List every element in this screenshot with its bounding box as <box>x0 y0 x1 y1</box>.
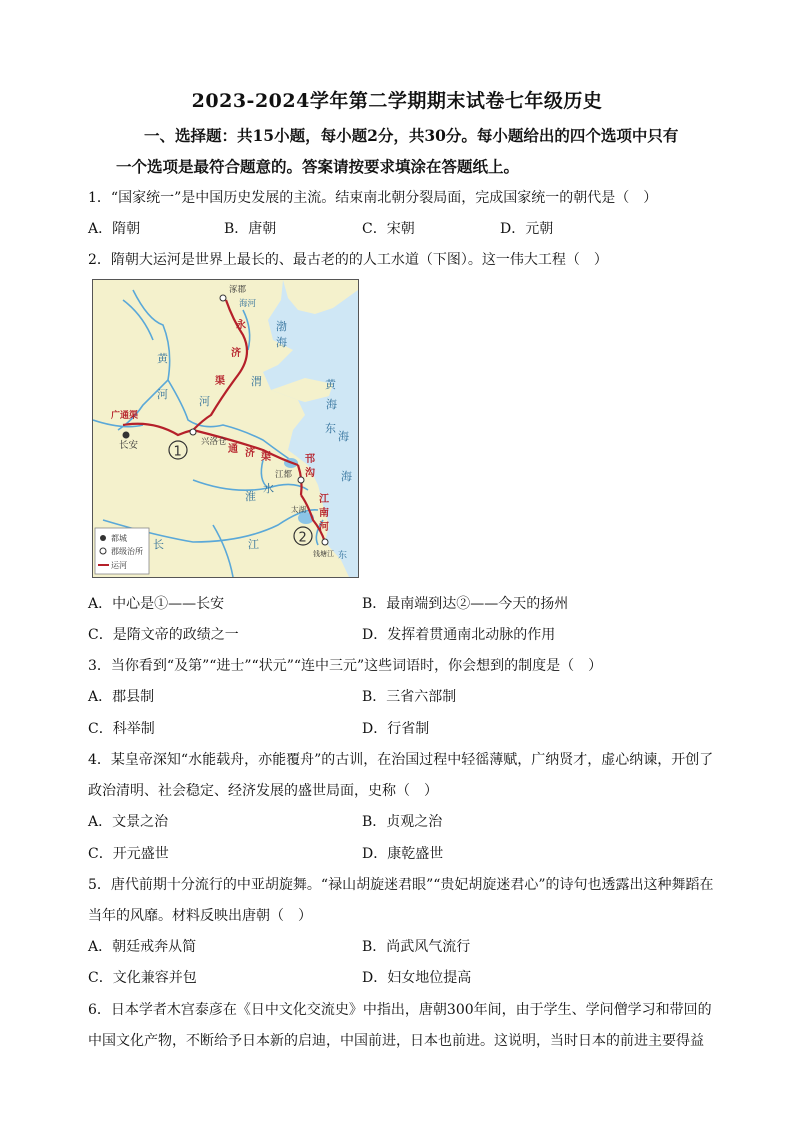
question-5-stem-line2: 当年的风靡。材料反映出唐朝（ ） <box>88 908 312 924</box>
label-yongji-3: 渠 <box>215 376 225 387</box>
label-huaishui-2: 水 <box>263 482 274 495</box>
label-huanghe-1: 黄 <box>157 352 168 365</box>
label-jiangnan-3: 河 <box>319 522 329 533</box>
q2-option-d: D．发挥着贯通南北动脉的作用 <box>362 627 556 643</box>
q2-option-a: A．中心是①——长安 <box>88 596 225 612</box>
q5-option-a: A．朝廷戒奔从简 <box>88 939 197 955</box>
legend-county: 郡级治所 <box>111 547 143 556</box>
label-bohai-2: 海 <box>276 336 287 349</box>
q1-option-d: D．元朝 <box>500 221 554 237</box>
label-haihe: 海河 <box>239 299 257 309</box>
q1-option-b: B．唐朝 <box>224 221 277 237</box>
q5-option-d: D．妇女地位提高 <box>362 970 472 986</box>
question-6-stem-line2: 中国文化产物，不断给予日本新的启迪，中国前进，日本也前进。这说明，当时日本的前进主要得益 <box>88 1033 704 1049</box>
question-3-stem: 3．当你看到“及第”“进士”“状元”“连中三元”这些词语时，你会想到的制度是（ ） <box>88 658 603 674</box>
page-title: 2023-2024学年第二学期期末试卷七年级历史 <box>191 90 603 112</box>
legend-capital: 都城 <box>111 534 127 543</box>
q3-option-c: C．科举制 <box>88 721 155 737</box>
label-tongji-2: 济 <box>245 448 255 459</box>
q2-option-b: B．最南端到达②——今天的扬州 <box>362 596 569 612</box>
circle-label-1: 1 <box>173 444 182 460</box>
xingluocang-marker <box>190 429 196 435</box>
question-4-stem-line2: 政治清明、社会稳定、经济发展的盛世局面，史称（ ） <box>88 783 438 799</box>
label-taihu: 太湖 <box>291 505 306 514</box>
label-weihe-2: 河 <box>199 395 210 408</box>
question-2-stem: 2．隋朝大运河是世界上最长的、最古老的的人工水道（下图）。这一伟大工程（ ） <box>88 252 608 268</box>
label-jiangnan-2: 南 <box>319 508 329 519</box>
q3-option-a: A．郡县制 <box>88 689 155 705</box>
q2-option-c: C．是隋文帝的政绩之一 <box>88 627 239 643</box>
label-yongji-2: 济 <box>231 348 241 359</box>
label-tongji-1: 通 <box>228 444 238 455</box>
q1-option-a: A．隋朝 <box>88 221 141 237</box>
question-6-stem-line1: 6．日本学者木宫泰彦在《日中文化交流史》中指出，唐朝300年间，由于学生、学问僧学习和带回的 <box>88 1002 712 1018</box>
question-5-stem-line1: 5．唐代前期十分流行的中亚胡旋舞。“禄山胡旋迷君眼”“贵妃胡旋迷君心”的诗句也透露出这种舞蹈在 <box>88 877 714 893</box>
label-changjiang-2: 江 <box>248 538 259 551</box>
label-weihe-1: 渭 <box>251 375 262 388</box>
label-tongji-3: 渠 <box>261 452 271 463</box>
q4-option-d: D．康乾盛世 <box>362 846 444 862</box>
grand-canal-map <box>92 279 359 578</box>
label-huanghai-1: 黄 <box>325 378 336 391</box>
question-1-stem: 1．“国家统一”是中国历史发展的主流。结束南北朝分裂局面，完成国家统一的朝代是（ ） <box>88 190 658 206</box>
section-heading-line2: 一个选项是最符合题意的。答案请按要求填涂在答题纸上。 <box>116 157 520 176</box>
label-huaishui-1: 淮 <box>245 490 256 503</box>
label-xingluocang: 兴洛仓 <box>201 437 227 447</box>
q4-option-a: A．文景之治 <box>88 814 169 830</box>
label-qiantangjiang: 钱塘江 <box>313 550 334 558</box>
label-changan: 长安 <box>119 440 139 451</box>
q5-option-c: C．文化兼容并包 <box>88 970 197 986</box>
label-bohai-1: 渤 <box>276 320 287 333</box>
section-heading-line1: 一、选择题：共15小题，每小题2分，共30分。每小题给出的四个选项中只有 <box>144 126 679 145</box>
q3-option-b: B．三省六部制 <box>362 689 457 705</box>
q5-option-b: B．尚武风气流行 <box>362 939 471 955</box>
q1-option-c: C．宋朝 <box>362 221 415 237</box>
label-huanghai-2: 海 <box>326 398 337 411</box>
label-donghai-3: 海 <box>341 470 352 483</box>
q3-option-d: D．行省制 <box>362 721 430 737</box>
yuhang-marker <box>322 539 328 545</box>
jiangdu-marker <box>298 477 304 483</box>
map-legend <box>95 528 149 574</box>
legend-canal: 运河 <box>111 561 127 570</box>
label-donghai-sea: 东 <box>338 551 348 561</box>
label-changjiang-1: 长 <box>153 538 164 551</box>
label-donghai-2: 海 <box>338 430 349 443</box>
label-zhuojun: 涿郡 <box>229 285 247 295</box>
zhuojun-marker <box>220 295 226 301</box>
label-jiangdu: 江都 <box>275 470 293 480</box>
label-yongji-1: 永 <box>236 320 246 331</box>
q4-option-c: C．开元盛世 <box>88 846 169 862</box>
label-jiangnan-1: 江 <box>319 494 329 505</box>
label-huanghe-2: 河 <box>157 388 168 401</box>
q4-option-b: B．贞观之治 <box>362 814 443 830</box>
changan-marker <box>123 432 130 439</box>
label-donghai-1: 东 <box>325 422 336 435</box>
label-hangou-2: 沟 <box>305 468 315 479</box>
label-hangou-1: 邗 <box>305 454 315 465</box>
circle-label-2: 2 <box>298 530 307 546</box>
label-guangtongqu: 广通渠 <box>111 411 139 421</box>
question-4-stem-line1: 4．某皇帝深知“水能载舟，亦能覆舟”的古训，在治国过程中轻徭薄赋，广纳贤才，虚心纳谏，开创了 <box>88 752 714 768</box>
